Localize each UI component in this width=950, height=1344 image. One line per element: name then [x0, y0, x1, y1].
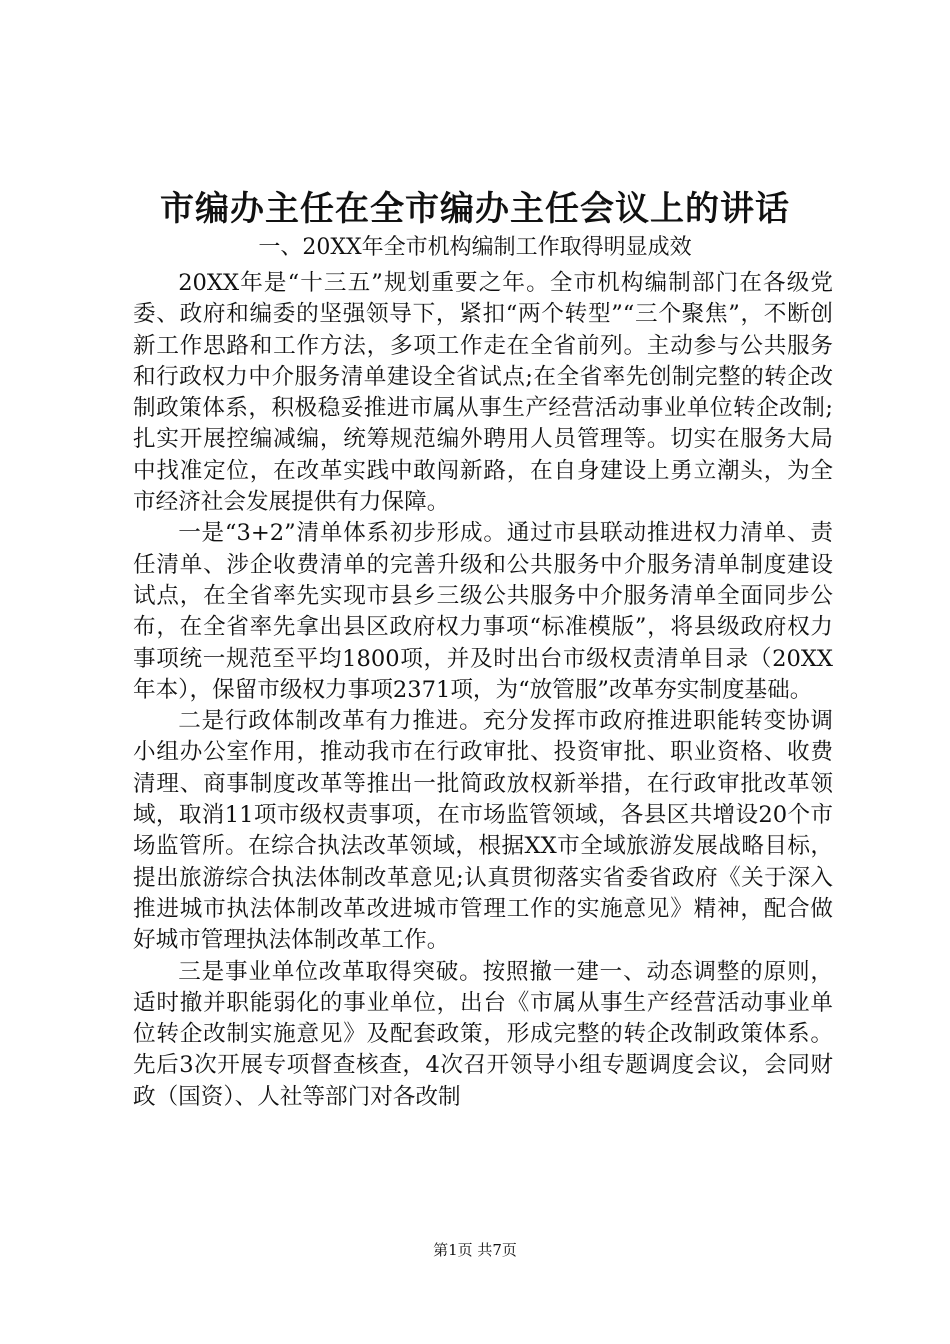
document-body [133, 268, 833, 1113]
document-title: 市编办主任在全市编办主任会议上的讲话 [160, 189, 790, 229]
page-number-footer: 第1页 共7页 [433, 1241, 517, 1259]
body-paragraph: 20XX年是“十三五”规划重要之年。全市机构编制部门在各级党委、政府和编委的坚强领导下，紧扣“两个转型”“三个聚焦”，不断创新工作思路和工作方法，多项工作走在全省前列。主动参与公共服务和行政权力中介服务清单建设全省试点;在全省率先创制完整的转企改制政策体系，积极稳妥推进市属从事生产经营活动事业单位转企改制;扎实开展控编减编，统筹规范编外聘用人员管理等。切实在服务大局中找准定位，在改革实践中敢闯新路，在自身建设上勇立潮头，为全市经济社会发展提供有力保障。 [133, 270, 833, 516]
body-paragraph: 三是事业单位改革取得突破。按照撤一建一、动态调整的原则，适时撤并职能弱化的事业单位，出台《市属从事生产经营活动事业单位转企改制实施意见》及配套政策，形成完整的转企改制政策体系。先后3次开展专项督查核查，4次召开领导小组专题调度会议，会同财政（国资）、人社等部门对各改制 [133, 958, 833, 1110]
body-paragraph: 二是行政体制改革有力推进。充分发挥市政府推进职能转变协调小组办公室作用，推动我市在行政审批、投资审批、职业资格、收费清理、商事制度改革等推出一批简政放权新举措，在行政审批改革领域，取消11项市级权责事项，在市场监管领域，各县区共增设20个市场监管所。在综合执法改革领域，根据XX市全域旅游发展战略目标，提出旅游综合执法体制改革意见;认真贯彻落实省委省政府《关于深入推进城市执法体制改革改进城市管理工作的实施意见》精神，配合做好城市管理执法体制改革工作。 [133, 708, 833, 954]
body-paragraph: 一是“3+2”清单体系初步形成。通过市县联动推进权力清单、责任清单、涉企收费清单的完善升级和公共服务中介服务清单制度建设试点，在全省率先实现市县乡三级公共服务中介服务清单全面同步公布，在全省率先拿出县区政府权力事项“标准模版”，将县级政府权力事项统一规范至平均1800项，并及时出台市级权责清单目录（20XX年本），保留市级权力事项2371项，为“放管服”改革夯实制度基础。 [133, 520, 833, 703]
section-heading: 一、20XX年全市机构编制工作取得明显成效 [258, 235, 692, 260]
